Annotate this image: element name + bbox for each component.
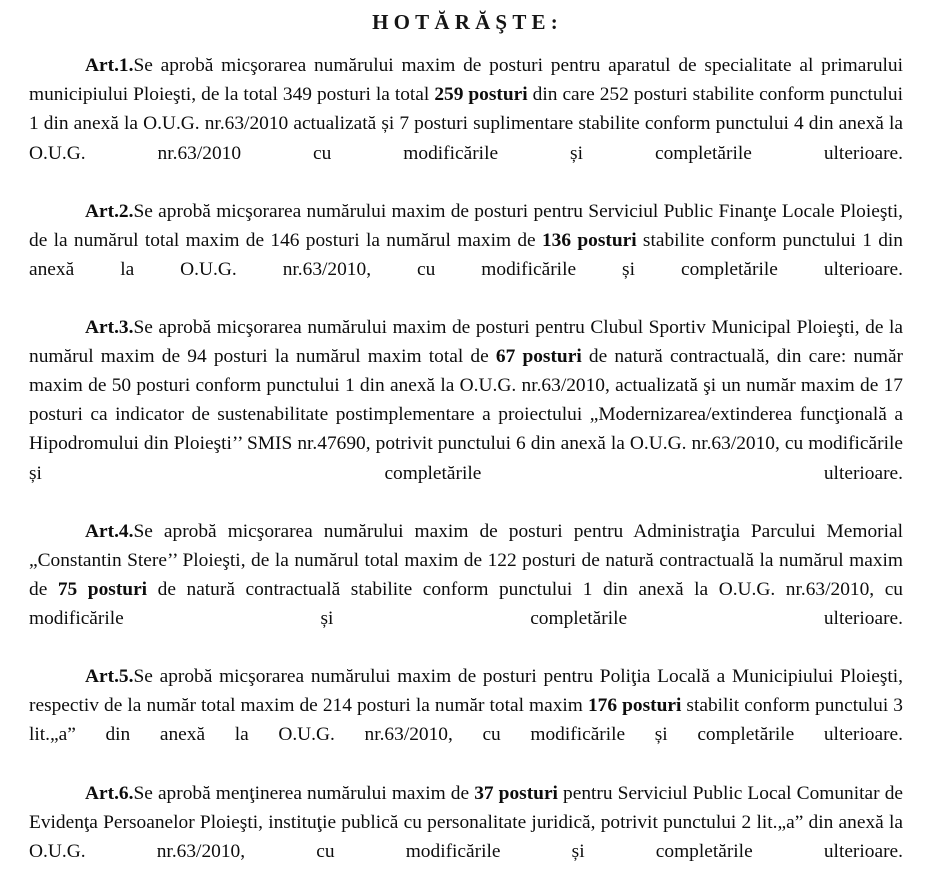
article-paragraph-1: [29, 51, 903, 196]
article-text-after-2: stabilite conform punctului 1 din anexă la O.U.G. nr.63/2010, cu modificările și completările ulterioare.: [29, 229, 903, 280]
article-paragraph-6: [29, 779, 903, 895]
article-text-before-1: Se aprobă micşorarea numărului maxim de posturi pentru aparatul de specialitate al primarului municipiului Ploieşti, de la total 349 posturi la total: [29, 55, 903, 106]
article-paragraph-2: [29, 197, 903, 313]
article-label-6: Art.6.: [85, 782, 134, 804]
article-emphasis-1: 259 posturi: [434, 84, 528, 106]
article-text-before-5: Se aprobă micşorarea numărului maxim de posturi pentru Poliţia Locală a Municipiului Ploieşti, respectiv de la număr total maxim de 214 posturi la număr total maxim: [29, 666, 903, 717]
article-emphasis-4: 75 posturi: [57, 578, 148, 600]
article-label-3: Art.3.: [85, 317, 134, 339]
article-emphasis-5: 176 posturi: [587, 695, 682, 717]
article-label-4: Art.4.: [85, 520, 134, 542]
article-text-after-4: de natură contractuală stabilite conform punctului 1 din anexă la O.U.G. nr.63/2010, cu modificările și completările ulterioare.: [29, 578, 904, 630]
article-text-after-5: stabilit conform punctului 3 lit.„a” din anexă la O.U.G. nr.63/2010, cu modificările și completările ulterioare.: [29, 695, 903, 746]
article-emphasis-2: 136 posturi: [541, 229, 637, 251]
article-label-1: Art.1.: [85, 55, 134, 77]
document-body: [0, 51, 930, 895]
article-text-after-1: din care 252 posturi stabilite conform punctului 1 din anexă la O.U.G. nr.63/2010 actualizată și 7 posturi suplimentare stabilite conform punctului 4 din anexă la O.U.G. nr.63/2010 cu modificările și completările ulterioare.: [29, 84, 904, 164]
article-text-before-3: Se aprobă micşorarea numărului maxim de posturi pentru Clubul Sportiv Municipal Ploieşti, de la numărul maxim de 94 posturi la numărul maxim total de: [29, 317, 903, 368]
article-paragraph-5: [29, 662, 903, 778]
article-emphasis-6: 37 posturi: [474, 782, 558, 804]
article-label-2: Art.2.: [85, 200, 134, 222]
article-label-5: Art.5.: [85, 666, 134, 688]
article-paragraph-3: [29, 313, 903, 517]
article-text-after-6: pentru Serviciul Public Local Comunitar de Evidenţa Persoanelor Ploieşti, instituţie publică cu personalitate juridică, potrivit punctului 2 lit.„a” din anexă la O.U.G. nr.63/2010, cu modificările și completările ulterioare.: [29, 782, 903, 862]
article-text-after-3: de natură contractuală, din care: număr maxim de 50 posturi conform punctului 1 din anexă la O.U.G. nr.63/2010, actualizată şi un număr maxim de 17 posturi ca indicator de sustenabilitate postimplementare a proiectului „Modernizarea/extinderea funcţională a Hipodromului din Ploieşti’’ SMIS nr.47690, potrivit punctului 6 din anexă la O.U.G. nr.63/2010, cu modificările și completările ulterioare.: [29, 346, 904, 484]
article-text-before-2: Se aprobă micşorarea numărului maxim de posturi pentru Serviciul Public Finanţe Locale Ploieşti, de la numărul total maxim de 146 posturi la numărul maxim de: [29, 200, 903, 251]
article-paragraph-4: [29, 517, 903, 662]
page-title: HOTĂRĂŞTE:: [372, 10, 563, 34]
article-text-before-6: Se aprobă menţinerea numărului maxim de: [133, 782, 475, 804]
article-text-before-4: Se aprobă micşorarea numărului maxim de posturi pentru Administraţia Parcului Memorial „Constantin Stere’’ Ploieşti, de la numărul total maxim de 122 posturi de natură contractuală la numărul maxim de: [29, 520, 903, 600]
article-emphasis-3: 67 posturi: [495, 346, 582, 368]
